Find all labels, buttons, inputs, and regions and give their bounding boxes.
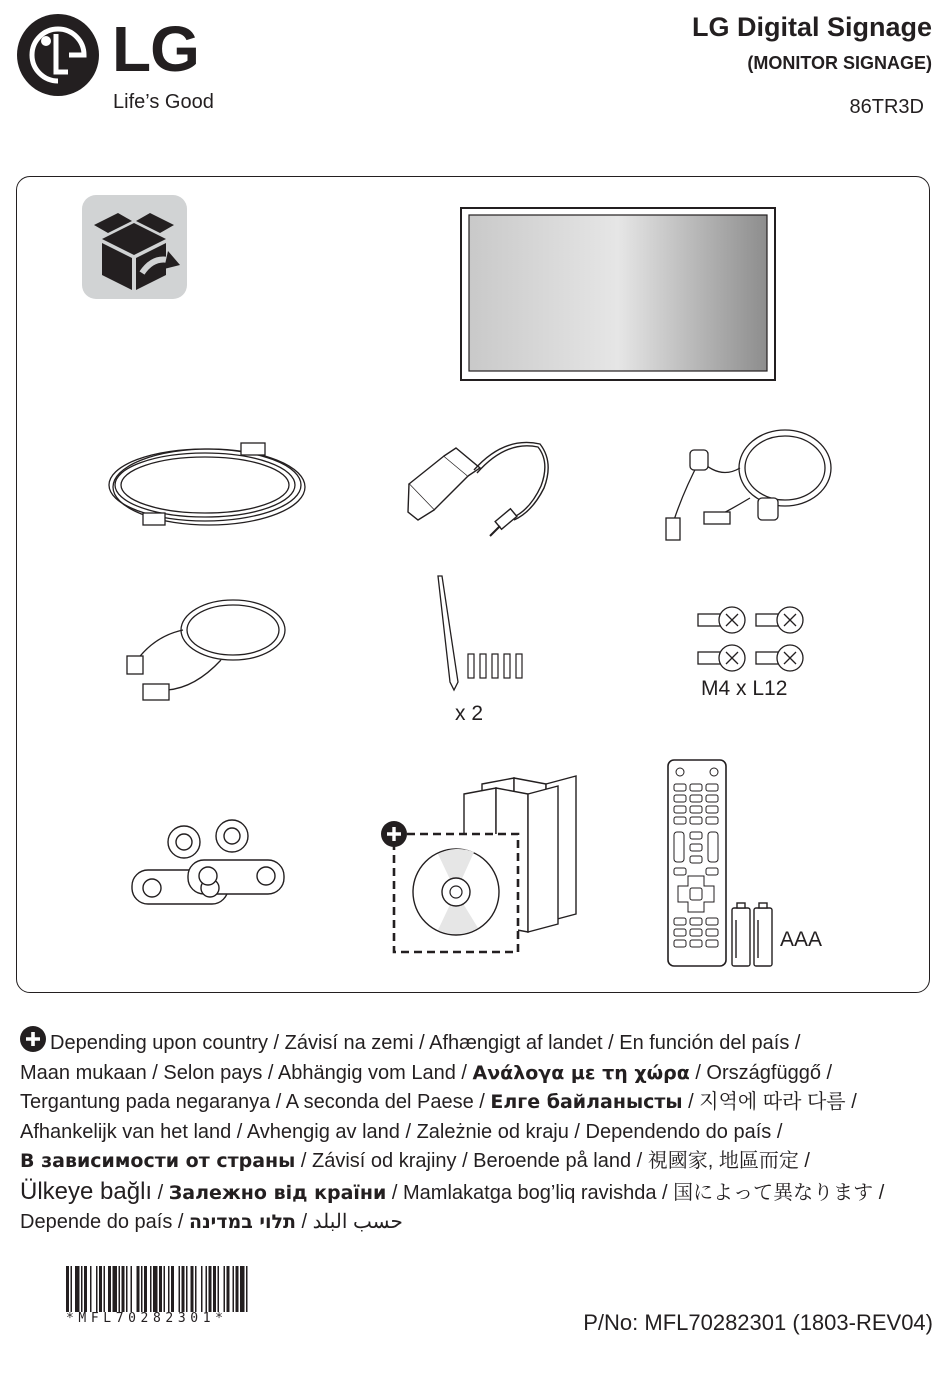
- touch-pen-illustration: [432, 574, 532, 694]
- eye-bolt-bracket-illustration: [128, 812, 288, 912]
- batteries-illustration: [730, 900, 774, 968]
- screws-size-label: M4 x L12: [701, 677, 788, 700]
- document-title: LG Digital Signage: [691, 12, 932, 42]
- plus-circle-icon: [20, 1026, 46, 1052]
- document-subtitle: (MONITOR SIGNAGE): [747, 53, 932, 73]
- note-russian: В зависимости от страны: [20, 1150, 296, 1172]
- note-arabic: حسب البلد: [312, 1211, 403, 1233]
- brand-logo-text: LG: [112, 13, 199, 85]
- power-cord-illustration: [105, 435, 311, 535]
- note-line-3b: / 지역에 따라 다름 /: [682, 1091, 857, 1113]
- note-line-2b: / Országfüggő /: [689, 1061, 833, 1084]
- barcode: [66, 1266, 306, 1312]
- pen-quantity-label: x 2: [455, 702, 484, 725]
- hdmi-cable-illustration: [125, 592, 290, 704]
- note-line-1: Depending upon country / Závisí na zemi / Afhængigt af landet / En función del país /: [50, 1032, 801, 1054]
- note-sep-2: /: [295, 1211, 313, 1233]
- note-line-5: / Závisí od krajiny / Beroende på land / 視國家, 地區而定 /: [295, 1150, 810, 1172]
- screws-illustration: [696, 604, 806, 676]
- note-kazakh: Елге байланысты: [490, 1091, 683, 1113]
- note-sep-1: /: [152, 1181, 169, 1204]
- lg-logo-icon: [17, 14, 99, 96]
- note-line-4: Afhankelijk van het land / Avhengig av land / Zależnie od kraju / Dependendo do país /: [20, 1120, 783, 1143]
- battery-type-label: AAA: [780, 928, 823, 951]
- barcode-text: *MFL70282301*: [66, 1311, 228, 1326]
- usb-cable-illustration: [660, 420, 835, 548]
- remote-control-illustration: [666, 758, 730, 970]
- unbox-icon: [82, 195, 187, 299]
- note-hebrew: תלוי במדינה: [189, 1211, 296, 1233]
- note-greek: Ανάλογα με τη χώρα: [472, 1061, 690, 1084]
- note-turkish: Ülkeye bağlı: [20, 1177, 153, 1205]
- note-line-2a: Maan mukaan / Selon pays / Abhängig vom Land /: [20, 1061, 473, 1084]
- part-number: P/No: MFL70282301 (1803-REV04): [583, 1310, 933, 1335]
- brand-slogan: Life’s Good: [113, 91, 214, 113]
- note-ukrainian: Залежно від країни: [168, 1181, 387, 1204]
- note-line-3a: Tergantung pada negaranya / A seconda del Paese /: [20, 1091, 491, 1113]
- monitor-illustration: [460, 207, 776, 381]
- note-line-6: / Mamlakatga bog’liq ravishda / 国によって異なります /: [386, 1181, 885, 1204]
- model-number: 86TR3D: [849, 96, 924, 118]
- country-dependent-note: [20, 1026, 940, 1238]
- note-line-7a: Depende do país /: [20, 1211, 190, 1233]
- rs232c-cable-illustration: [404, 432, 554, 538]
- cd-and-manual-illustration: [378, 772, 580, 954]
